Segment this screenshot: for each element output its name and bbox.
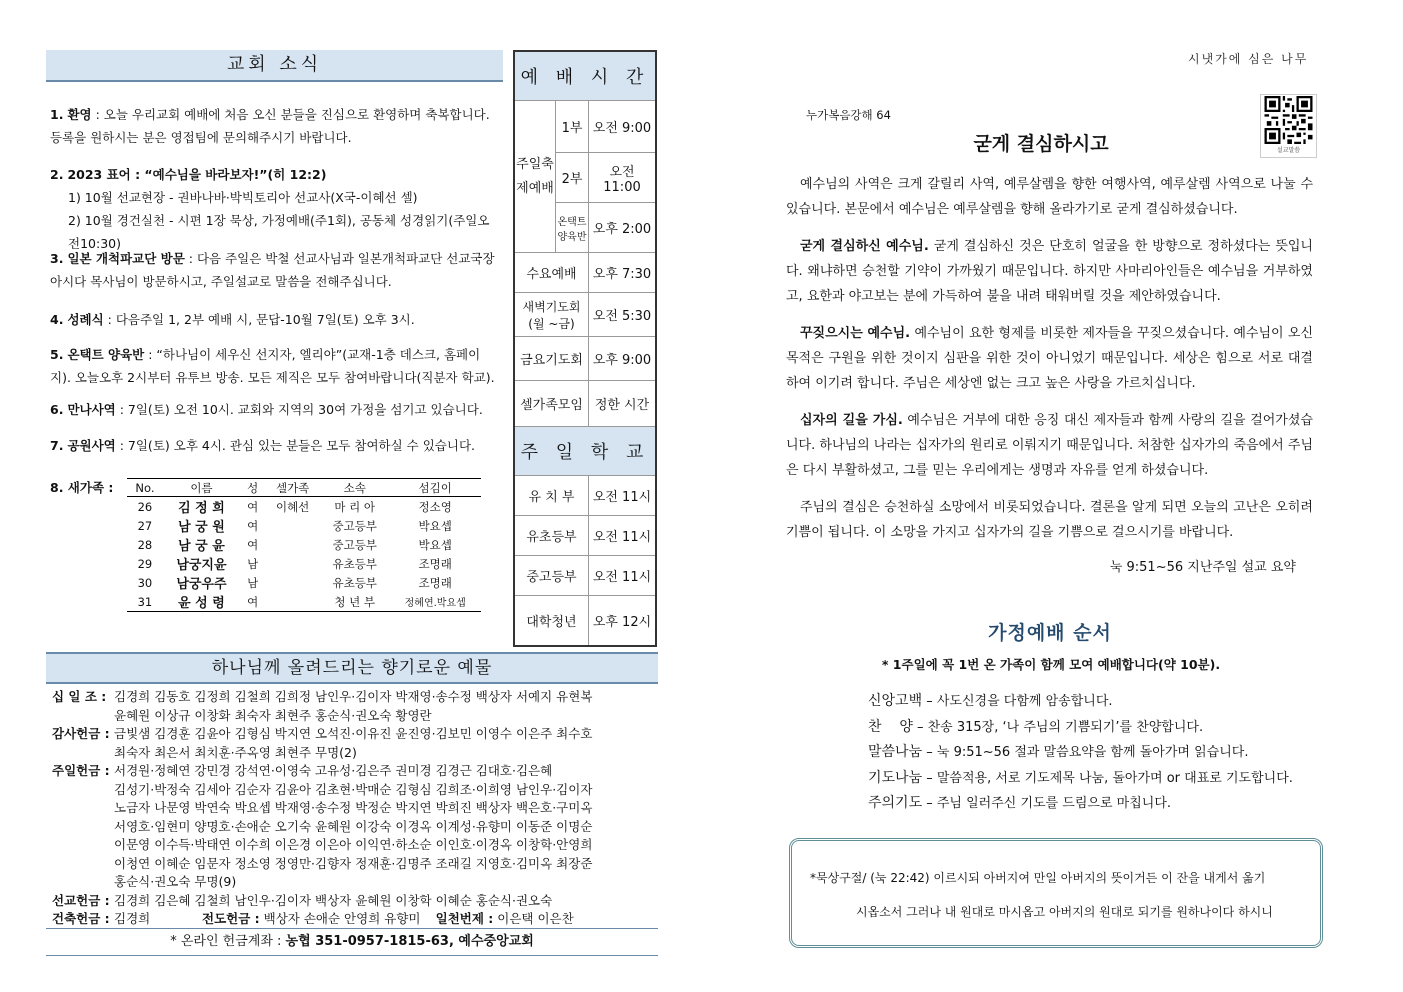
order-step bbox=[868, 740, 1313, 766]
school-name: 유초등부 bbox=[514, 516, 589, 556]
cell-dept: 유초등부 bbox=[332, 556, 377, 571]
order-step bbox=[868, 689, 1313, 715]
qr-caption: 설교말씀 bbox=[1276, 147, 1301, 154]
building-label: 건축헌금 : bbox=[52, 911, 110, 926]
newfam-label: 8. 새가족 : bbox=[50, 480, 114, 495]
order-step bbox=[868, 791, 1313, 817]
schedule-name: 금요기도회 bbox=[514, 337, 589, 381]
cell-no: 29 bbox=[137, 556, 153, 571]
newfam-col-dept: 소속 bbox=[320, 479, 389, 497]
order-step-head: 찬 양 bbox=[868, 718, 913, 735]
cell-no: 31 bbox=[127, 592, 163, 612]
cell-helper: 정혜연.박요셉 bbox=[389, 592, 481, 612]
table-row bbox=[127, 554, 481, 573]
news-num: 6. bbox=[50, 402, 64, 417]
newfam-col-name: 이름 bbox=[163, 479, 240, 497]
sermon-paragraph-head: 꾸짖으시는 예수님. bbox=[800, 326, 911, 341]
cell-dept: 마 리 아 bbox=[334, 499, 376, 514]
offering-header bbox=[46, 652, 658, 684]
cell-dept: 청 년 부 bbox=[320, 592, 389, 612]
schedule-time: 오전 11:00 bbox=[589, 153, 657, 203]
news-text: : 다음 주일은 박철 선교사님과 일본개척파교단 선교국장 아시다 목사님이 방문하시고, 주일설교로 말씀을 전해주십니다. bbox=[50, 251, 495, 289]
news-sub-2: 2) 10월 경건실천 - 시편 1장 묵상, 가정예배(주1회), 공동체 성경읽기(주일오전10:30) bbox=[68, 213, 490, 251]
worship-schedule bbox=[513, 50, 657, 647]
news-num: 7. bbox=[50, 438, 64, 453]
family-worship-title: 가정예배 순서 bbox=[988, 622, 1112, 644]
family-worship-order bbox=[868, 689, 1313, 817]
table-row bbox=[127, 497, 481, 517]
offering-line: 김경희 김동호 김정희 김철희 김희정 남인우·김이자 박재영·송수정 백상자 서예지 유현복 bbox=[114, 689, 593, 704]
news-sub-1: 1) 10월 선교현장 - 권바나바·박빅토리아 선교사(X국-이혜선 셀) bbox=[68, 190, 418, 205]
cell-helper: 박요셉 bbox=[418, 537, 452, 552]
cell-dept: 중고등부 bbox=[332, 518, 377, 533]
cell-helper: 조명래 bbox=[418, 575, 452, 590]
meditation-line: 시옵소서 그러나 내 원대로 마시옵고 아버지의 원대로 되기를 원하나이다 하시니 bbox=[856, 905, 1273, 919]
news-header bbox=[46, 50, 503, 82]
school-time: 오전 11시 bbox=[589, 476, 657, 516]
sermon-paragraph bbox=[786, 321, 1313, 396]
sunday-school-title: 주 일 학 교 bbox=[514, 427, 656, 476]
schedule-time: 오후 7:30 bbox=[589, 253, 657, 293]
schedule-name: 1부 bbox=[556, 101, 589, 153]
family-worship-note: * 1주일에 꼭 1번 온 가족이 함께 모여 예배합니다(약 10분). bbox=[881, 657, 1221, 672]
newfam-table bbox=[127, 478, 481, 612]
brand-name: 시냇가에 심은 나무 bbox=[1188, 52, 1309, 66]
cell-name: 남궁우주 bbox=[176, 577, 227, 592]
cell-no: 28 bbox=[137, 537, 153, 552]
news-num: 2. bbox=[50, 167, 64, 182]
order-step-head: 신앙고백 bbox=[868, 693, 923, 709]
schedule-time: 오후 9:00 bbox=[589, 337, 657, 381]
cell-helper: 박요셉 bbox=[418, 518, 452, 533]
cell-name: 남 궁 윤 bbox=[178, 539, 225, 554]
news-num: 4. bbox=[50, 312, 64, 327]
cell-gender: 남 bbox=[247, 575, 259, 590]
news-num: 1. bbox=[50, 107, 64, 122]
order-step-text: – 말씀적용, 서로 기도제목 나눔, 돌아가며 or 대표로 기도합니다. bbox=[922, 770, 1293, 786]
cell-gender: 여 bbox=[247, 537, 259, 552]
schedule-name: 온택트양육반 bbox=[556, 203, 589, 253]
order-step-text: – 사도신경을 다함께 암송합니다. bbox=[922, 694, 1113, 709]
news-head: 일본 개척파교단 방문 bbox=[67, 251, 185, 266]
news-item-6 bbox=[50, 398, 498, 421]
building-value: 김경희 bbox=[114, 911, 151, 926]
schedule-time: 오전 5:30 bbox=[589, 293, 657, 337]
offering-line: 이문영 이수득·박태연 이수희 이은경 이은아 이익연·하소순 이인호·이경옥 이창학·안영희 bbox=[114, 837, 593, 852]
sermon-paragraph: 예수님의 사역은 크게 갈릴리 사역, 예루살렘을 향한 여행사역, 예루살렘 사역으로 나눌 수 있습니다. 본문에서 예수님은 예루살렘을 향해 올라가기로 굳게 결심하셨습니다. bbox=[786, 177, 1313, 217]
school-time: 오전 11시 bbox=[589, 556, 657, 596]
cell-gender: 여 bbox=[247, 499, 259, 514]
sunday-worship-label: 주일축제예배 bbox=[514, 101, 556, 253]
school-name: 유 치 부 bbox=[514, 476, 589, 516]
cell-name: 남 궁 원 bbox=[178, 520, 225, 535]
offering-line: 홍순식·권오숙 무명(9) bbox=[114, 874, 237, 889]
news-head: 환영 bbox=[67, 107, 92, 122]
newfam-col-no: No. bbox=[127, 479, 163, 497]
schedule-time: 오후 2:00 bbox=[589, 203, 657, 253]
cell-dept: 유초등부 bbox=[332, 575, 377, 590]
news-text: : 다음주일 1, 2부 예배 시, 문답-10월 7일(토) 오후 3시. bbox=[103, 312, 415, 327]
offering-label: 감사헌금 : bbox=[52, 726, 110, 741]
cell-name: 윤 성 령 bbox=[163, 592, 240, 612]
cell-no: 27 bbox=[137, 518, 153, 533]
table-row bbox=[127, 573, 481, 592]
offering-line: 김경희 김은혜 김철희 남인우·김이자 백상자 윤혜원 이창학 이혜순 홍순식·권오숙 bbox=[114, 892, 553, 908]
news-title: 교회 소식 bbox=[226, 54, 323, 75]
cell-helper: 정소영 bbox=[418, 499, 452, 514]
account-value: 농협 351-0957-1815-63, 예수중앙교회 bbox=[285, 934, 534, 949]
offering-list bbox=[52, 688, 652, 929]
offering-line: 김성기·박정숙 김세아 김순자 김윤아 김초현·박매순 김형심 김희조·이희영 남인우·김이자 bbox=[114, 781, 593, 797]
table-row bbox=[127, 516, 481, 535]
account-bar bbox=[46, 928, 658, 956]
order-step-text: – 눅 9:51~56 절과 말씀요약을 함께 돌아가며 읽습니다. bbox=[922, 745, 1249, 760]
news-item-2 bbox=[50, 163, 498, 255]
sermon-reference: 눅 9:51~56 지난주일 설교 요약 bbox=[1109, 560, 1296, 575]
cell-cell bbox=[265, 554, 320, 573]
offering-label: 선교헌금 : bbox=[52, 892, 110, 908]
news-head: 공원사역 bbox=[67, 438, 116, 453]
table-row bbox=[127, 535, 481, 554]
news-num: 3. bbox=[50, 251, 64, 266]
sermon-body bbox=[786, 172, 1313, 557]
offering-line: 서영호·임현미 양명호·손애순 오기숙 윤혜원 이강숙 이경옥 이계성·유향미 이동준 이명순 bbox=[114, 818, 593, 834]
schedule-name: 셀가족모임 bbox=[514, 381, 589, 427]
schedule-name: 새벽기도회(월 ~금) bbox=[514, 293, 589, 337]
ilcheon-value: 이은택 이은찬 bbox=[497, 911, 574, 926]
cell-no: 30 bbox=[137, 575, 153, 590]
order-step-head: 말씀나눔 bbox=[868, 744, 923, 760]
order-step-head: 기도나눔 bbox=[868, 769, 923, 786]
order-step-head: 주의기도 bbox=[868, 795, 923, 811]
news-item-7 bbox=[50, 434, 498, 457]
offering-line: 이청연 이혜순 임문자 정소영 정영만·김향자 정재훈·김명주 조래길 지영호·김미옥 최장준 bbox=[114, 855, 593, 871]
sermon-paragraph-text: 예수님이 요한 형제를 비롯한 제자들을 꾸짖으셨습니다. 예수님이 오신 목적은 구원을 위한 것이지 심판을 위한 것이 아니었기 때문입니다. 세상은 힘으로 서로 대결하여 이기려 합니다. 주님은 세상엔 없는 크고 높은 사랑을 가르치십니다. bbox=[786, 326, 1313, 391]
cell-cell bbox=[265, 516, 320, 535]
news-head: 만나사역 bbox=[67, 402, 116, 417]
series-label: 누가복음강해 64 bbox=[806, 108, 891, 122]
news-text: : 7일(토) 오전 10시. 교회와 지역의 30여 가정을 섬기고 있습니다. bbox=[115, 402, 483, 417]
cell-gender: 남 bbox=[247, 556, 259, 571]
schedule-time: 오전 9:00 bbox=[589, 101, 657, 153]
news-head: 성례식 bbox=[67, 312, 104, 327]
order-step-text: – 찬송 315장, ‘나 주님의 기쁨되기’를 찬양합니다. bbox=[912, 719, 1204, 735]
offering-line: 최숙자 최은서 최치훈·주옥영 최현주 무명(2) bbox=[114, 744, 357, 760]
account-prefix: * 온라인 헌금계좌 : bbox=[170, 934, 282, 949]
sermon-paragraph bbox=[786, 408, 1313, 483]
order-step-text: – 주님 일러주신 기도를 드림으로 마칩니다. bbox=[922, 796, 1172, 811]
offering-label: 십 일 조 : bbox=[52, 689, 107, 704]
table-row bbox=[127, 592, 481, 612]
schedule-time: 정한 시간 bbox=[589, 381, 657, 427]
sermon-paragraph-head: 십자의 길을 가심. bbox=[800, 413, 903, 428]
cell-name: 김 정 희 bbox=[178, 501, 225, 516]
news-num: 5. bbox=[50, 347, 64, 362]
cell-cell bbox=[265, 535, 320, 554]
schedule-name: 2부 bbox=[556, 153, 589, 203]
offering-label: 주일헌금 : bbox=[52, 763, 110, 778]
sermon-title: 굳게 결심하시고 bbox=[973, 133, 1109, 155]
sermon-paragraph: 주님의 결심은 승천하실 소망에서 비롯되었습니다. 결론을 알게 되면 오늘의 고난은 오히려 기쁨이 됩니다. 이 소망을 가지고 십자가의 길을 기쁨으로 걸으시기를 바랍니다. bbox=[786, 500, 1313, 540]
news-head: 2023 표어 : “예수님을 바라보자!”(히 12:2) bbox=[67, 167, 327, 182]
news-item-4 bbox=[50, 308, 498, 331]
cell-name: 남궁지윤 bbox=[176, 558, 227, 573]
schedule-title: 예 배 시 간 bbox=[514, 51, 656, 101]
sermon-paragraph-text: 굳게 결심하신 것은 단호히 얼굴을 한 방향으로 정하셨다는 뜻입니다. 왜냐하면 승천할 기약이 가까웠기 때문입니다. 하지만 사마리아인들은 예수님을 거부하였고, 요한과 야고보는 분에 가득하여 불을 내려 태워버릴 것을 제안하였습니다. bbox=[786, 239, 1313, 304]
cell-gender: 여 bbox=[247, 518, 259, 533]
offering-line: 노금자 나문영 박연숙 박요셉 박재영·송수정 박정순 박지연 박희진 백상자 백은호·구미옥 bbox=[114, 800, 593, 815]
sermon-paragraph bbox=[786, 234, 1313, 309]
mission-value: 백상자 손애순 안영희 유향미 bbox=[263, 911, 421, 926]
cell-cell bbox=[265, 573, 320, 592]
school-time: 오후 12시 bbox=[589, 596, 657, 646]
cell-cell bbox=[265, 592, 320, 612]
cell-cell: 이혜선 bbox=[275, 499, 310, 514]
school-name: 대학청년 bbox=[514, 596, 589, 646]
newfam-col-cell: 셀가족 bbox=[265, 479, 320, 497]
cell-dept: 중고등부 bbox=[332, 537, 377, 552]
order-step bbox=[868, 715, 1313, 741]
news-head: 온택트 양육반 bbox=[67, 347, 145, 362]
cell-helper: 조명래 bbox=[418, 556, 452, 571]
news-text: : “하나님이 세우신 선지자, 엘리야”(교재-1층 데스크, 홈페이지). 오늘오후 2시부터 유투브 방송. 모든 제직은 모두 참여바랍니다(직분자 학교). bbox=[50, 347, 495, 385]
news-text: : 7일(토) 오후 4시. 관심 있는 분들은 모두 참여하실 수 있습니다. bbox=[115, 438, 476, 453]
sermon-paragraph-text: 예수님은 거부에 대한 응징 대신 제자들과 함께 사랑의 길을 걸어가셨습니다. 하나님의 나라는 십자가의 원리로 이뤄지기 때문입니다. 처참한 십자가의 죽음에서 주님은 다시 부활하셨고, 그를 믿는 우리에게는 생명과 자유를 얻게 하셨습니다. bbox=[786, 413, 1313, 478]
school-name: 중고등부 bbox=[514, 556, 589, 596]
school-time: 오전 11시 bbox=[589, 516, 657, 556]
sermon-paragraph-head: 굳게 결심하신 예수님. bbox=[800, 239, 929, 254]
meditation-line: *묵상구절/ (눅 22:42) 이르시되 아버지여 만일 아버지의 뜻이거든 이 잔을 내게서 옮기 bbox=[810, 871, 1266, 885]
news-item-1 bbox=[50, 103, 498, 149]
news-item-3 bbox=[50, 247, 498, 293]
ilcheon-label: 일천번제 : bbox=[435, 911, 494, 926]
offering-line: 금빛샘 김경훈 김윤아 김형심 박지연 오석진·이유진 윤진영·김보민 이영수 이은주 최수호 bbox=[114, 726, 593, 741]
mission-label: 전도헌금 : bbox=[202, 911, 260, 926]
cell-no: 26 bbox=[137, 499, 153, 514]
order-step bbox=[868, 766, 1313, 792]
cell-gender: 여 bbox=[240, 592, 265, 612]
schedule-name: 수요예배 bbox=[514, 253, 589, 293]
offering-title: 하나님께 올려드리는 향기로운 예물 bbox=[211, 658, 493, 678]
news-item-5 bbox=[50, 343, 498, 389]
meditation-box bbox=[789, 838, 1323, 948]
newfam-col-helper: 섬김이 bbox=[389, 479, 481, 497]
newfam-col-gender: 성 bbox=[240, 479, 265, 497]
offering-line: 서경원·정혜연 강민경 강석연·이영숙 고유성·김은주 권미경 김경근 김대호·김은혜 bbox=[114, 763, 553, 778]
offering-line: 윤혜원 이상규 이창화 최숙자 최현주 홍순식·권오숙 황영란 bbox=[114, 707, 432, 723]
news-text: : 오늘 우리교회 예배에 처음 오신 분들을 진심으로 환영하며 축복합니다. 등록을 원하시는 분은 영접팀에 문의해주시기 바랍니다. bbox=[50, 107, 490, 145]
